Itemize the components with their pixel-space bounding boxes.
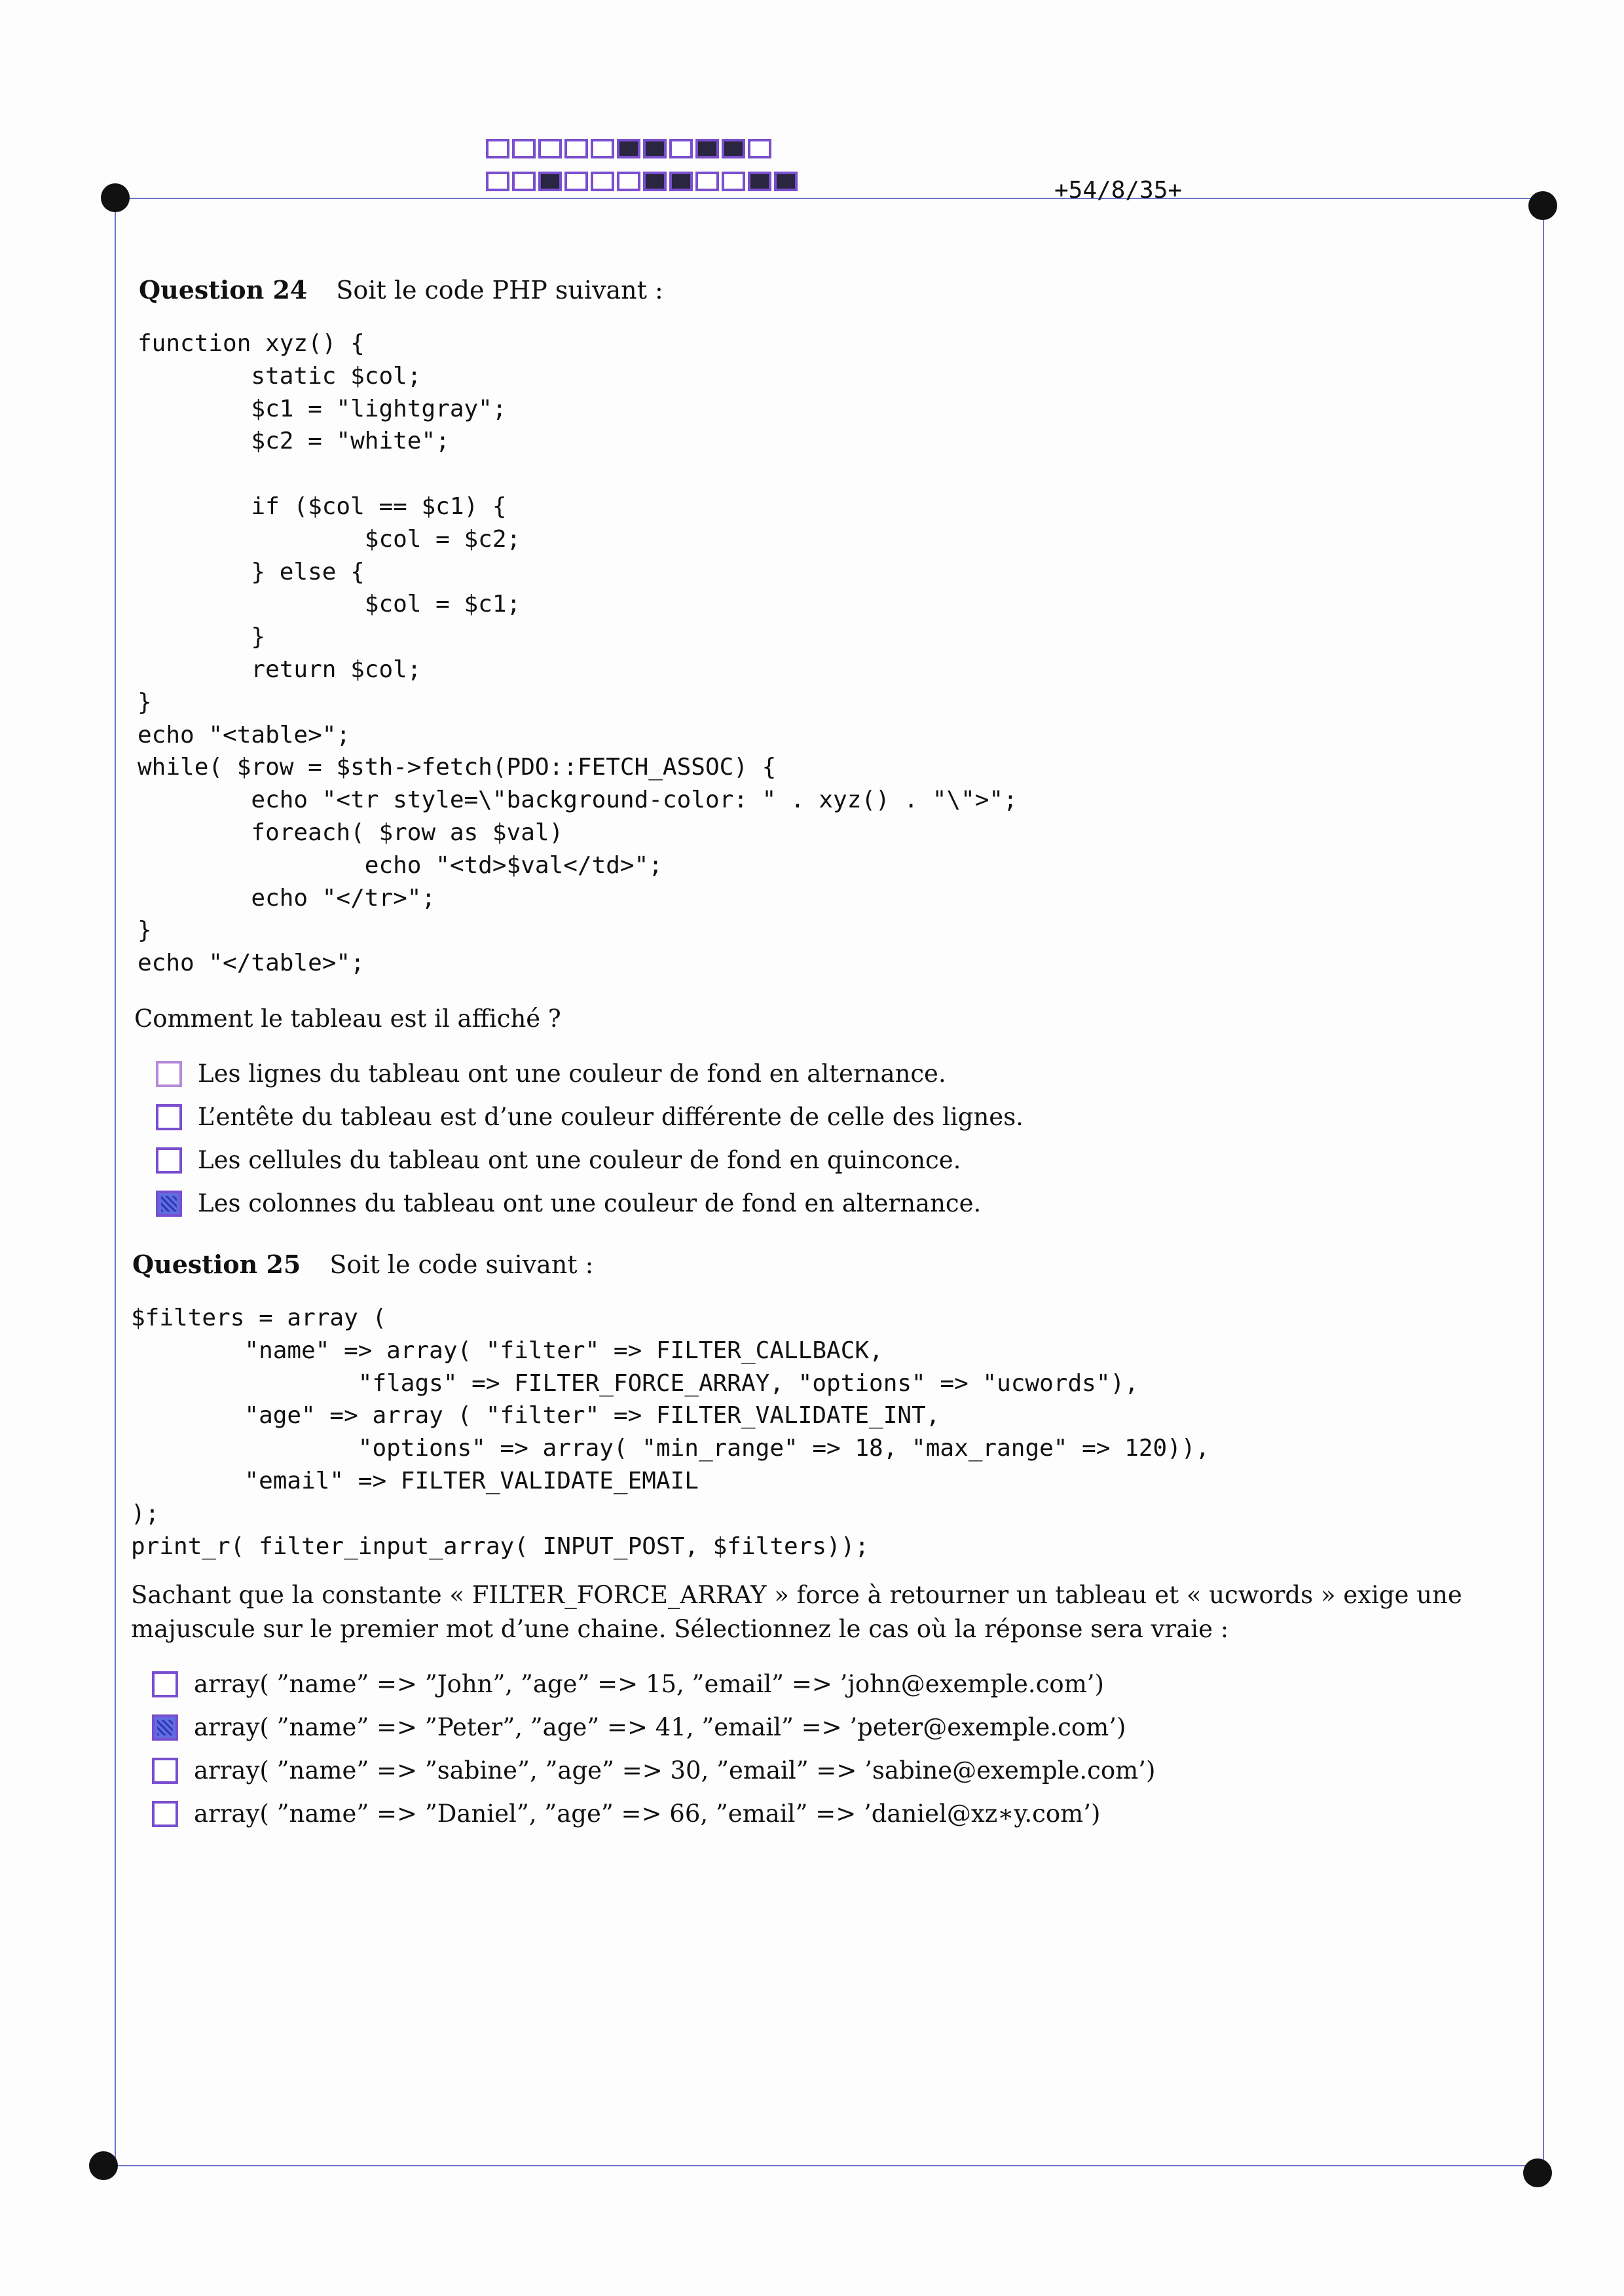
q25-answer-4[interactable]: [152, 1800, 1100, 1828]
question-title: Soit le code suivant :: [329, 1250, 594, 1279]
question-number: Question 24: [139, 275, 308, 305]
question-25-prompt: Sachant que la constante « FILTER_FORCE_ARRAY » force à retourner un tableau et « ucwords » exige une majuscule sur le premier mot d’une chaine. Sélectionnez le cas où la réponse sera vraie :: [131, 1581, 1462, 1643]
barcode-cell: [564, 172, 588, 191]
barcode-cell: [538, 139, 562, 158]
barcode-cell: [774, 172, 798, 191]
q24-answer-2[interactable]: [156, 1103, 1024, 1131]
barcode-cell: [617, 172, 640, 191]
corner-marker-bottom-left: [89, 2151, 118, 2180]
question-24-heading: [139, 275, 663, 305]
barcode-cell: [669, 139, 693, 158]
barcode-cell: [538, 172, 562, 191]
corner-marker-top-right: [1528, 191, 1557, 220]
sheet-id: +54/8/35+: [1054, 177, 1183, 204]
barcode-cell: [512, 139, 536, 158]
question-24-code: function xyz() { static $col; $c1 = "lightgray"; $c2 = "white"; if ($col == $c1) { $col = $c2; } else { $col = $c1; } return $col; } echo "<table>"; while( $row = $sth->fetch(PDO::FETCH_ASSOC) { echo "<tr style=\"background-color: " . xyz() . "\">"; foreach( $row as $val) echo "<td>$val</td>"; echo "</tr>"; } echo "</table>";: [138, 330, 1018, 977]
answer-text: array( ”name” => ”Peter”, ”age” => 41, ”email” => ’peter@exemple.com’): [194, 1713, 1126, 1741]
q24-answer-3-checkbox[interactable]: [156, 1147, 182, 1174]
frame-bottom-line: [102, 2165, 1536, 2166]
barcode-cell: [564, 139, 588, 158]
question-title: Soit le code PHP suivant :: [336, 276, 663, 305]
q25-answer-3-checkbox[interactable]: [152, 1758, 178, 1784]
question-25-code: $filters = array ( "name" => array( "filter" => FILTER_CALLBACK, "flags" => FILTER_FORCE_ARRAY, "options" => "ucwords"), "age" => array ( "filter" => FILTER_VALIDATE_INT, "options" => array( "min_range" => 18, "max_range" => 120)), "email" => FILTER_VALIDATE_EMAIL ); print_r( filter_input_array( INPUT_POST, $filters));: [131, 1305, 1210, 1560]
barcode-cell: [722, 139, 745, 158]
q24-answer-1[interactable]: [156, 1060, 946, 1088]
barcode-cell: [591, 172, 614, 191]
barcode-cell: [722, 172, 745, 191]
q24-answer-4[interactable]: [156, 1189, 981, 1217]
barcode-row-2: [486, 172, 800, 191]
barcode-cell: [486, 139, 509, 158]
q25-answer-2[interactable]: [152, 1713, 1126, 1741]
q24-answer-4-checkbox[interactable]: [156, 1191, 182, 1217]
answer-text: array( ”name” => ”John”, ”age” => 15, ”email” => ’john@exemple.com’): [194, 1670, 1104, 1698]
question-number: Question 25: [132, 1250, 301, 1279]
corner-marker-top-left: [101, 183, 130, 212]
barcode-row-1: [486, 139, 774, 158]
q25-answer-1[interactable]: [152, 1670, 1104, 1698]
q25-answer-3[interactable]: [152, 1756, 1155, 1785]
answer-text: Les colonnes du tableau ont une couleur de fond en alternance.: [198, 1189, 982, 1217]
answer-text: Les lignes du tableau ont une couleur de fond en alternance.: [198, 1060, 946, 1088]
q24-answer-1-checkbox[interactable]: [156, 1061, 182, 1087]
frame-right-line: [1543, 204, 1544, 2165]
barcode-cell: [617, 139, 640, 158]
answer-text: L’entête du tableau est d’une couleur différente de celle des lignes.: [198, 1103, 1024, 1131]
answer-text: array( ”name” => ”Daniel”, ”age” => 66, ”email” => ’daniel@xz∗y.com’): [194, 1800, 1101, 1828]
barcode-cell: [486, 172, 509, 191]
barcode-cell: [643, 172, 667, 191]
barcode-cell: [748, 139, 771, 158]
q24-answer-3[interactable]: [156, 1146, 961, 1174]
question-25-heading: [132, 1250, 593, 1279]
q25-answer-4-checkbox[interactable]: [152, 1801, 178, 1827]
q25-answer-2-checkbox[interactable]: [152, 1714, 178, 1741]
question-24-prompt: Comment le tableau est il affiché ?: [134, 1005, 561, 1033]
barcode-cell: [748, 172, 771, 191]
barcode-cell: [669, 172, 693, 191]
frame-left-line: [115, 198, 116, 2166]
q24-answer-2-checkbox[interactable]: [156, 1104, 182, 1130]
q25-answer-1-checkbox[interactable]: [152, 1671, 178, 1697]
corner-marker-bottom-right: [1523, 2158, 1552, 2187]
barcode-cell: [643, 139, 667, 158]
barcode-cell: [695, 139, 719, 158]
answer-text: array( ”name” => ”sabine”, ”age” => 30, ”email” => ’sabine@exemple.com’): [194, 1756, 1156, 1785]
barcode-cell: [695, 172, 719, 191]
barcode-cell: [512, 172, 536, 191]
frame-top-line: [115, 198, 1543, 199]
answer-text: Les cellules du tableau ont une couleur de fond en quinconce.: [198, 1146, 961, 1174]
barcode-cell: [591, 139, 614, 158]
